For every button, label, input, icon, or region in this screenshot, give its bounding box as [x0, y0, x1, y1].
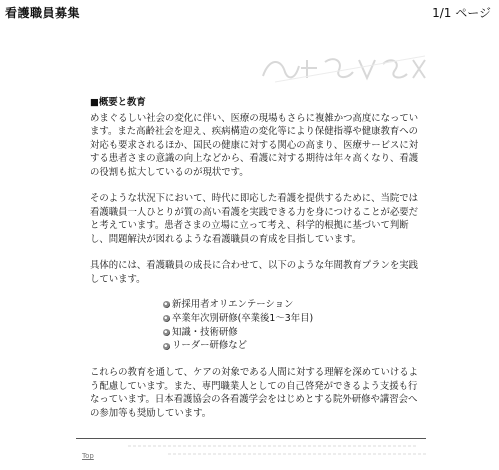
bullet-icon [163, 315, 170, 322]
page-title: 看護職員募集 [5, 6, 81, 20]
paragraph-policy: そのような状況下において、時代に即応した看護を提供するために、当院では看護職員一人ひとりが質の高い看護を実践できる力を身につけることが必要だと考えています。患者さまの立場に立って考え、科学的根拠に基づいて判断し、問題解決が図れるような看護職員の育成を目指しています。 [90, 193, 418, 245]
bullet-icon [163, 329, 170, 336]
page-indicator: 1/1 ページ [432, 6, 491, 20]
plan-item-label: 知識・技術研修 [172, 326, 238, 338]
main-content [90, 96, 426, 286]
footer-faint-text [128, 442, 428, 460]
bullet-icon [163, 343, 170, 350]
plan-item-label: 卒業年次別研修(卒業後1〜3年目) [172, 312, 314, 324]
paragraph-plan-intro: 具体的には、看護職員の成長に合わせて、以下のような年間教育プランを実践しています。 [90, 260, 418, 285]
bullet-icon [163, 301, 170, 308]
section-heading: ■概要と教育 [90, 97, 146, 108]
watermark-logo [255, 50, 435, 84]
list-item [163, 298, 313, 312]
paragraph-closing: これらの教育を通して、ケアの対象である人間に対する理解を深めていけるよう配慮しています。また、専門職業人としての自己啓発ができるよう支援も行なっています。日本看護協会の各看護学会をはじめとする院外研修や講習会への参加等も奨励しています。 [90, 367, 418, 419]
list-item [163, 326, 313, 340]
top-link[interactable]: Top [82, 452, 94, 460]
education-plan-list [163, 298, 313, 353]
plan-item-label: 新採用者オリエンテーション [172, 299, 294, 310]
footer-divider [76, 438, 426, 439]
list-item [163, 339, 313, 353]
plan-item-label: リーダー研修など [172, 340, 248, 352]
list-item [163, 312, 313, 326]
paragraph-overview: めまぐるしい社会の変化に伴い、医療の現場もさらに複雑かつ高度になっています。また高齢社会を迎え、疾病構造の変化等により保健指導や健康教育への対応も要求されるほか、国民の健康に対する関心の高まり、医療サービスに対する患者さまの意識の向上などから、看護に対する期待は年々高くなり、看護の役割も拡大しているのが現状です。 [90, 112, 419, 178]
